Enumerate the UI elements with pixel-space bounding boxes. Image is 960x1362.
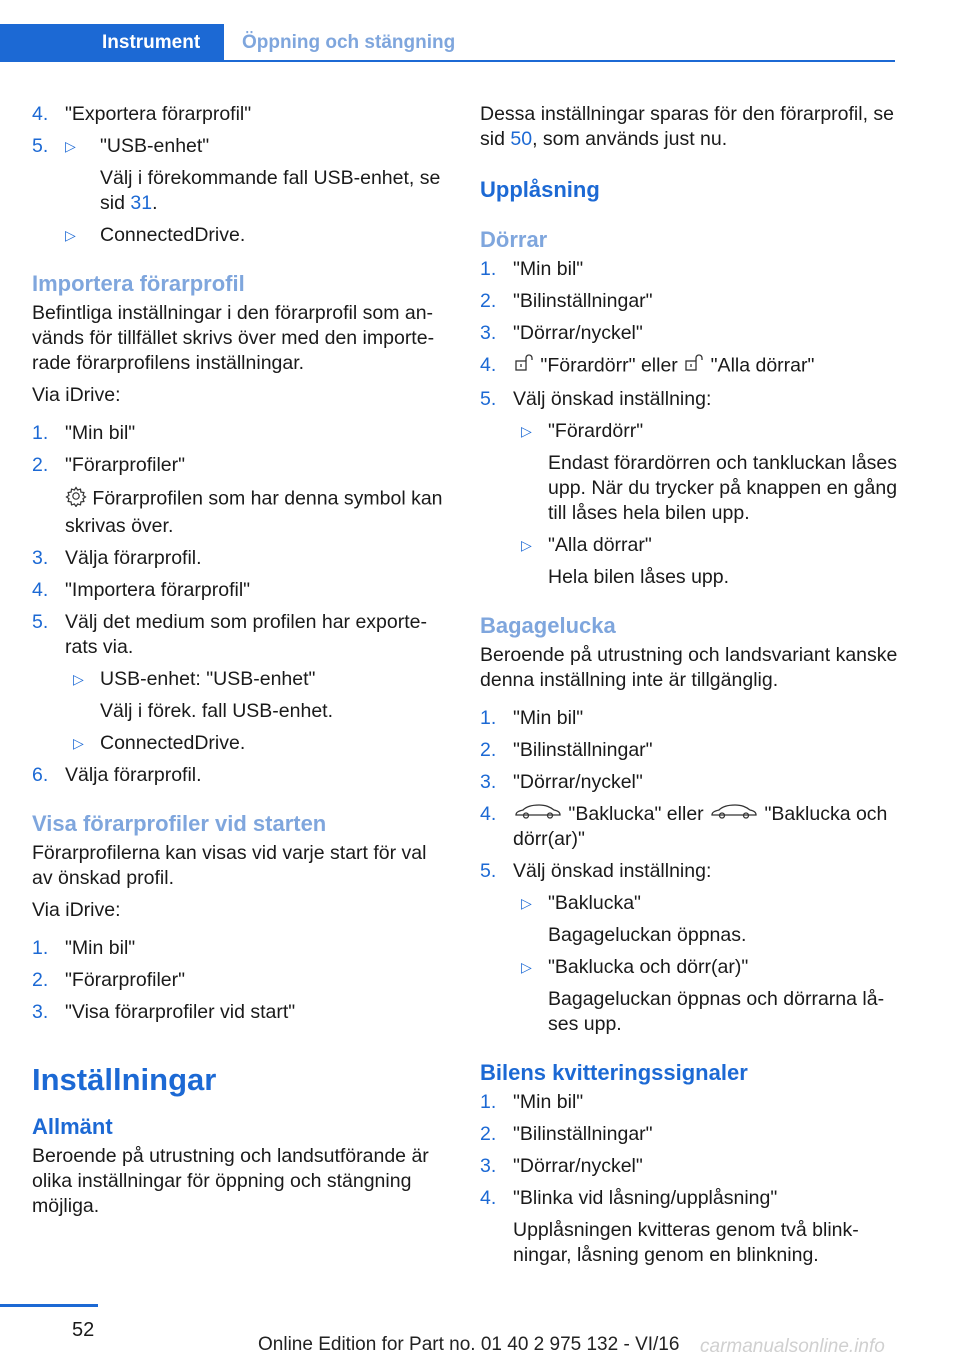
list-item: 3. "Dörrar/nyckel" <box>480 771 643 793</box>
heading-acknowledgement: Bilens kvitteringssignaler <box>480 1060 748 1086</box>
list-item: 2. "Förarprofiler" <box>32 454 186 476</box>
list-item: 4. "Baklucka" eller "Baklucka och dörr(ar)" <box>480 803 888 851</box>
list-item: 2. "Bilinställningar" <box>480 739 653 761</box>
unlock-door-icon <box>683 353 705 380</box>
list-item: 1. "Min bil" <box>480 707 584 729</box>
item-description: Bagageluckan öppnas och dörrarna låses upp. <box>548 988 885 1036</box>
list-subitem: ▷ USB-enhet: "USB-enhet" <box>65 667 452 692</box>
triangle-bullet-icon: ▷ <box>73 671 84 687</box>
header-rule <box>0 60 895 62</box>
triangle-bullet-icon: ▷ <box>521 423 532 439</box>
triangle-bullet-icon: ▷ <box>521 959 532 976</box>
list-subitem: ▷ "Baklucka" <box>513 891 900 916</box>
left-column <box>32 102 452 1219</box>
list-subitem: ▷ "Förardörr" <box>513 419 900 444</box>
page-link[interactable]: 31 <box>130 192 153 214</box>
paragraph: Befintliga inställningar i den förarprofil som används för tillfället skrivs över med den importerade förarprofilens inställningar. <box>32 302 435 374</box>
list-item: 5. Välj det medium som profilen har exporterats via. <box>32 611 428 658</box>
page-number: 52 <box>72 1319 95 1341</box>
right-column <box>480 102 900 1268</box>
header-tab-opening[interactable]: Öppning och stängning <box>242 32 456 53</box>
triangle-bullet-icon: ▷ <box>521 537 532 553</box>
item-description: Förarprofilen som har denna symbol kan skrivas över. <box>65 485 452 539</box>
list-item: 2. "Bilinställningar" <box>480 290 653 312</box>
list-item: 3. Välja förarprofil. <box>32 547 202 569</box>
item-text: "USB-enhet" <box>100 135 210 157</box>
header-tab-instrument[interactable]: Instrument <box>0 24 224 62</box>
heading-settings: Inställningar <box>32 1062 217 1097</box>
triangle-bullet-icon: ▷ <box>65 138 76 154</box>
list-item: 3. "Dörrar/nyckel" <box>480 1155 643 1178</box>
item-description: Välj i förek. fall USB-enhet. <box>100 700 334 722</box>
paragraph: Dessa inställningar sparas för den förarprofil, se sid 50, som används just nu. <box>480 103 895 150</box>
item-number: 5. <box>32 135 49 157</box>
list-subitem: ▷ "Alla dörrar" <box>513 533 900 558</box>
triangle-bullet-icon: ▷ <box>65 227 76 243</box>
paragraph: Förarprofilerna kan visas vid varje start för val av önskad profil. <box>32 842 427 889</box>
item-text: "Exportera förarprofil" <box>65 103 252 125</box>
list-subitem: ▷ ConnectedDrive. <box>65 731 452 756</box>
list-item: 3. "Visa förarprofiler vid start" <box>32 1001 296 1023</box>
triangle-bullet-icon: ▷ <box>521 895 532 912</box>
item-number: 4. <box>32 103 49 125</box>
list-item <box>32 102 452 127</box>
page-header <box>0 0 960 64</box>
gear-icon <box>65 485 87 514</box>
list-subitem: ▷ ConnectedDrive. <box>65 224 246 246</box>
paragraph: Beroende på utrustning och landsutförande är olika inställningar för öppning och stängning möjliga. <box>32 1145 429 1217</box>
paragraph: Beroende på utrustning och landsvariant kanske denna inställning inte är tillgänglig. <box>480 644 898 691</box>
car-trunk-icon <box>513 802 563 827</box>
triangle-bullet-icon: ▷ <box>73 735 84 751</box>
list-item: 6. Välja förarprofil. <box>32 764 202 786</box>
list-item: 5. Välj önskad inställning: <box>480 860 712 883</box>
list-item: 4. "Förardörr" eller "Alla dörrar" <box>480 353 900 380</box>
list-item: 1. "Min bil" <box>480 258 584 280</box>
heading-import-profile: Importera förarprofil <box>32 271 245 296</box>
list-item: 4. "Blinka vid låsning/upplåsning" <box>480 1187 778 1210</box>
list-item: 1. "Min bil" <box>32 937 136 959</box>
car-trunk-icon <box>709 802 759 827</box>
list-item: 2. "Bilinställningar" <box>480 1123 653 1146</box>
list-item <box>32 134 452 159</box>
item-description: Endast förardörren och tankluckan låses upp. När du trycker på knappen en gång till låses hela bilen upp. <box>548 452 898 524</box>
watermark: carmanualsonline.info <box>700 1336 885 1357</box>
list-item: 3. "Dörrar/nyckel" <box>480 322 643 344</box>
footer-rule <box>0 1304 98 1307</box>
list-item: 5. Välj önskad inställning: <box>480 388 712 410</box>
list-subitem: ▷ "Baklucka och dörr(ar)" <box>513 955 900 980</box>
list-item: 1. "Min bil" <box>32 422 136 444</box>
list-item: 2. "Förarprofiler" <box>32 969 186 991</box>
page-link[interactable]: 50 <box>510 128 533 150</box>
item-description: Bagageluckan öppnas. <box>548 924 747 947</box>
unlock-door-icon <box>513 353 535 380</box>
list-item: 4. "Importera förarprofil" <box>32 579 251 601</box>
heading-trunk: Bagagelucka <box>480 613 616 638</box>
item-description: Hela bilen låses upp. <box>548 566 730 588</box>
paragraph: Via iDrive: <box>32 384 121 406</box>
list-item: 1. "Min bil" <box>480 1091 584 1114</box>
paragraph: Via iDrive: <box>32 899 121 921</box>
heading-show-profiles: Visa förarprofiler vid starten <box>32 811 327 836</box>
item-description: Välj i förekommande fall USB-enhet, se sid 31. <box>100 167 441 214</box>
item-description: Upplåsningen kvitteras genom två blinkningar, låsning genom en blinkning. <box>513 1219 859 1267</box>
heading-doors: Dörrar <box>480 227 548 252</box>
heading-unlocking: Upplåsning <box>480 177 600 202</box>
footer-edition: Online Edition for Part no. 01 40 2 975 132 - VI/16 <box>258 1334 680 1355</box>
heading-general: Allmänt <box>32 1114 113 1139</box>
